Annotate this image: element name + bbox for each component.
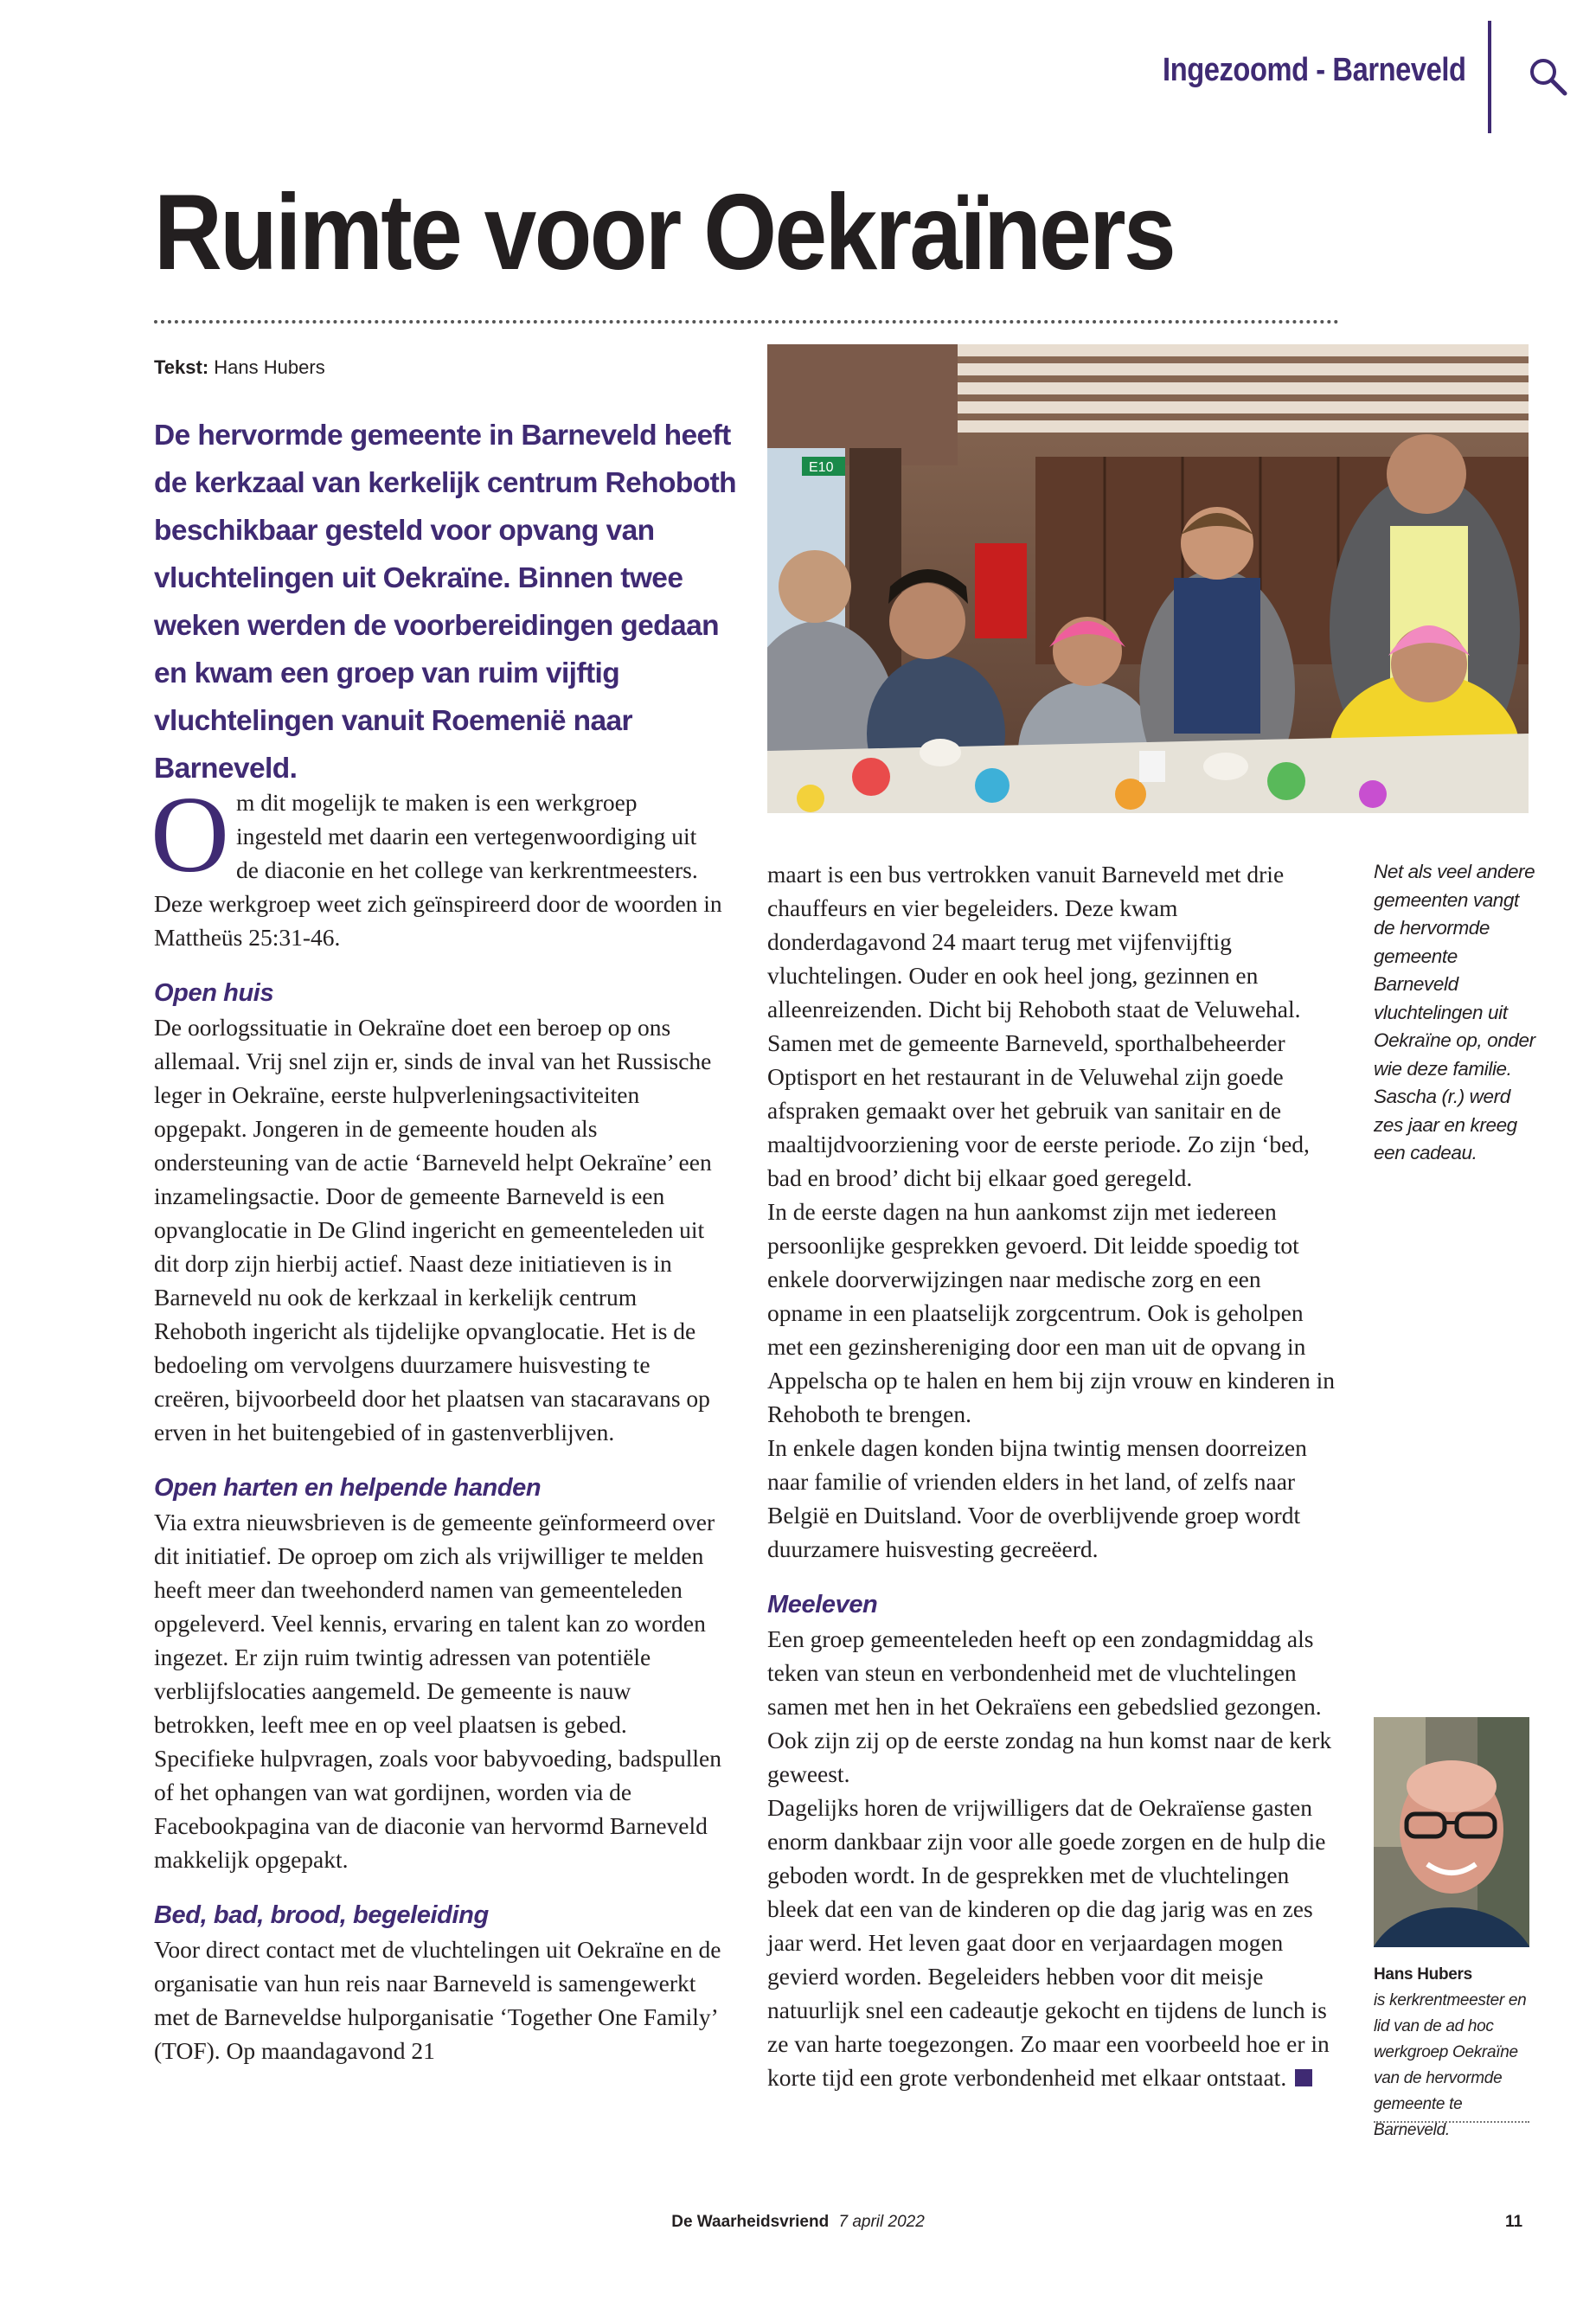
- author-photo: [1374, 1717, 1529, 1947]
- section-heading-open-harten: Open harten en helpende handen: [154, 1474, 542, 1502]
- byline-label: Tekst:: [154, 356, 209, 378]
- section-heading-meeleven: Meeleven: [767, 1591, 878, 1618]
- author-divider: [1374, 2121, 1529, 2123]
- intro-paragraph: [151, 775, 725, 954]
- search-icon[interactable]: [1527, 55, 1568, 97]
- section-heading-open-huis: Open huis: [154, 979, 274, 1007]
- main-photo: [767, 344, 1529, 813]
- author-bio: [1374, 1962, 1538, 2144]
- col2-paragraph: In de eerste dagen na hun aankomst zijn met iedereen persoonlijke gesprekken gevoerd. Dit leidde spoedig tot enkele doorverwijzingen naar medische zorg en een opname in een plaatselijk zorgcentrum. Ook is geholpen met een gezinshereniging door een man uit de opvang in Appelscha op te halen en hem bij zijn vrouw en kinderen in Rehoboth te brengen.: [767, 1198, 1335, 1427]
- photo-caption: Net als veel andere gemeenten vangt de hervormde gemeente Barneveld vluchtelingen uit Oekraïne op, onder wie deze familie. Sascha (r.) werd zes jaar en kreeg een cadeau.: [1374, 861, 1535, 1163]
- section-text-open-harten: Via extra nieuwsbrieven is de gemeente geïnformeerd over dit initiatief. De oproep om zich als vrijwilliger te melden heeft meer dan tweehonderd namen van gemeenteleden opgeleverd. Veel kennis, ervaring en talent kan zo worden ingezet. Er zijn ruim twintig adressen van potentiële verblijfslocaties aangemeld. De gemeente is nauw betrokken, leeft mee en op veel plaatsen is gebed. Specifieke hulpvragen, zoals voor babyvoeding, badspullen of het ophangen van wat gordijnen, worden via de Facebookpagina van de diaconie van hervormd Barneveld makkelijk opgepakt.: [154, 1509, 721, 1873]
- article-title: Ruimte voor Oekraïners: [154, 173, 1175, 292]
- col2-paragraph: In enkele dagen konden bijna twintig mensen doorreizen naar familie of vrienden elders in het land, of zelfs naar België en Duitsland. Voor de overblijvende groep wordt duurzamere huisvesting gecreëerd.: [767, 1434, 1307, 1562]
- section-text-bed-bad-brood: Voor direct contact met de vluchtelingen uit Oekraïne en de organisatie van hun reis naar Barneveld is samengewerkt met de Barneveldse hulporganisatie ‘Together One Family’ (TOF). Op maandagavond 21: [154, 1936, 721, 2064]
- dropcap: O: [151, 775, 229, 895]
- intro-text: m dit mogelijk te maken is een werkgroep ingesteld met daarin een vertegenwoordiging uit de diaconie en het college van kerkrentmeesters. Deze werkgroep weet zich geïnspireerd door de woorden in Mattheüs 25:31-46.: [154, 789, 722, 951]
- article-column-1: [151, 775, 725, 2067]
- publication-name: De Waarheidsvriend: [671, 2213, 830, 2231]
- section-text-open-huis: De oorlogssituatie in Oekraïne doet een beroep op ons allemaal. Vrij snel zijn er, sinds de inval van het Russische leger in Oekraïne, eerste hulpverleningsactiviteiten opgepakt. Jongeren in de gemeente houden als ondersteuning van de actie ‘Barneveld helpt Oekraïne’ een inzamelingsactie. Door de gemeente Barneveld is een opvanglocatie in De Glind ingericht en gemeenteleden uit dit dorp zijn hierbij actief. Naast deze initiatieven is in Barneveld nu ook de kerkzaal in kerkelijk centrum Rehoboth ingericht als tijdelijke opvanglocatie. Het is de bedoeling om vervolgens duurzamere huisvesting te creëren, bijvoorbeeld door het plaatsen van stacaravans op erven in het buitengebied of in gastenverblijven.: [154, 1014, 712, 1445]
- byline-author: Hans Hubers: [214, 356, 325, 378]
- meeleven-paragraph: Een groep gemeenteleden heeft op een zondagmiddag als teken van steun en verbondenheid met de vluchtelingen samen met hen in het Oekraïens een gebedslied gezongen. Ook zijn zij op de eerste zondag na hun komst naar de kerk geweest.: [767, 1625, 1332, 1787]
- col2-paragraph: maart is een bus vertrokken vanuit Barneveld met drie chauffeurs en vier begeleiders. Deze kwam donderdagavond 24 maart terug met vijfenvijftig vluchtelingen. Ouder en ook heel jong, gezinnen en alleenreizenden. Dicht bij Rehoboth staat de Veluwehal. Samen met de gemeente Barneveld, sporthalbeheerder Optisport en het restaurant in de Veluwehal zijn goede afspraken gemaakt over het gebruik van sanitair en de maaltijdvoorziening voor de eerste periode. Zo zijn ‘bed, bad en brood’ dicht bij elkaar goed geregeld.: [767, 861, 1310, 1191]
- publication-date: 7 april 2022: [838, 2213, 925, 2231]
- title-divider: [154, 320, 1339, 324]
- author-description: is kerkrentmeester en lid van de ad hoc werkgroep Oekraïne van de hervormde gemeente te Barneveld.: [1374, 1991, 1527, 2139]
- section-label: Ingezoomd - Barneveld: [1163, 52, 1466, 88]
- byline: [154, 356, 325, 379]
- article-column-2: [767, 857, 1338, 2094]
- meeleven-text: Dagelijks horen de vrijwilligers dat de Oekraïense gasten enorm dankbaar zijn voor alle goede zorgen en de hulp die geboden wordt. In de gesprekken met de vluchtelingen bleek dat een van de kinderen op die dag jarig was en zes jaar werd. Het leven gaat door en verjaardagen mogen gevierd worden. Begeleiders hebben voor dit meisje natuurlijk snel een cadeautje gekocht en tijdens de lunch is ze van harte toegezongen. Zo maar een voorbeeld hoe er in korte tijd een grote verbondenheid met elkaar ontstaat.: [767, 1794, 1330, 2091]
- section-heading-bed-bad-brood: Bed, bad, brood, begeleiding: [154, 1901, 489, 1929]
- meeleven-paragraph: [767, 1791, 1338, 2094]
- article-lead: De hervormde gemeente in Barneveld heeft de kerkzaal van kerkelijk centrum Rehoboth beschikbaar gesteld voor opvang van vluchtelingen uit Oekraïne. Binnen twee weken werden de voorbereidingen gedaan en kwam een groep van ruim vijftig vluchtelingen vanuit Roemenië naar Barneveld.: [154, 420, 736, 785]
- header-divider: [1488, 21, 1491, 133]
- author-name: Hans Hubers: [1374, 1965, 1472, 1984]
- page-number: 11: [1505, 2213, 1523, 2231]
- end-mark: [1295, 2069, 1312, 2086]
- exit-sign: E10: [809, 460, 834, 475]
- page-footer: [0, 2213, 1596, 2232]
